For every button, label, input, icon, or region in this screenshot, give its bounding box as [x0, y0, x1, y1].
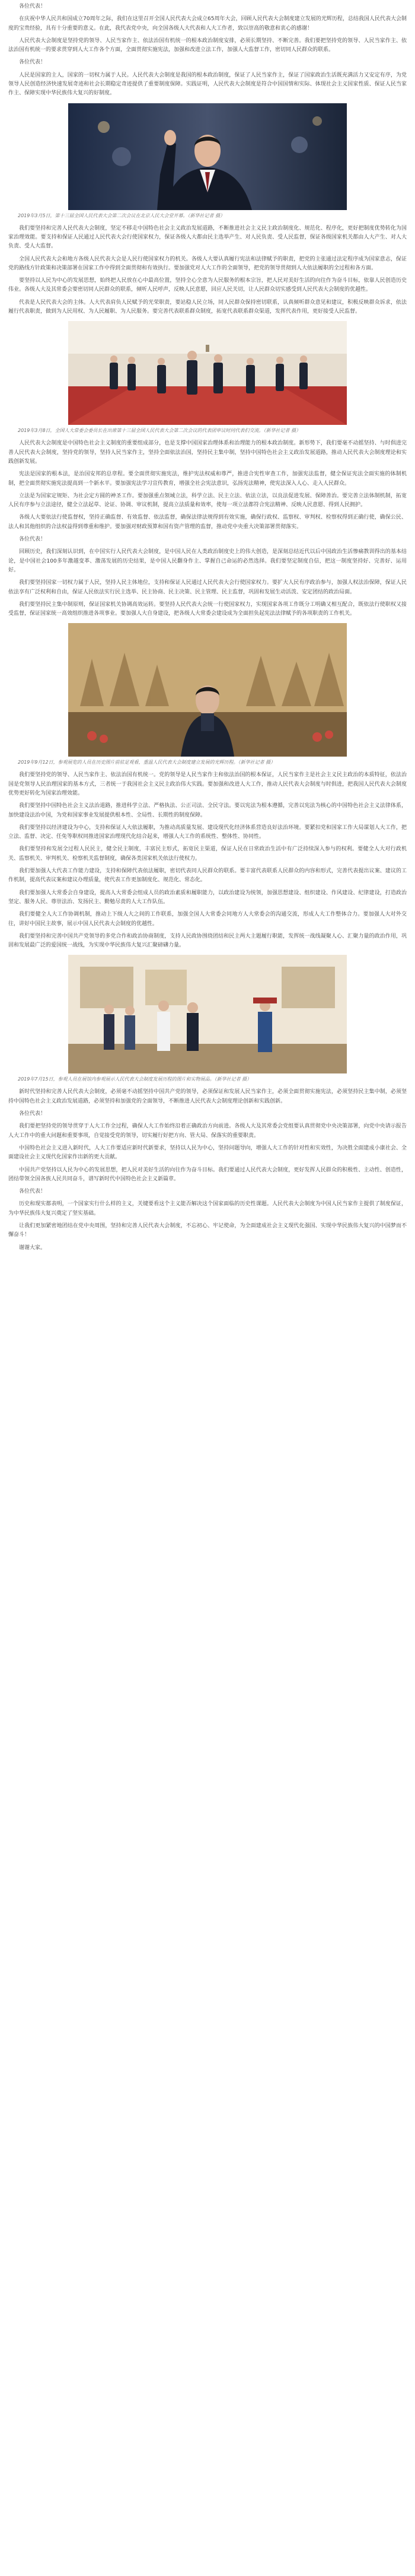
article-paragraph: 我们要加强人大常委会自身建设，提高人大常委会组成人员的政治素质和履职能力，以政治建设为统领，加强思想建设、组织建设、作风建设、纪律建设，打造政治坚定、服务人民、尊崇法治、发扬民主、勤勉尽责的人大工作队伍。 [8, 890, 407, 905]
photo-exhibition-relief [68, 623, 347, 757]
article-paragraph: 我们要坚持和完善中国共产党领导的多党合作和政治协商制度，支持人民政协围绕团结和民主两大主题履行职能，发挥统一战线凝聚人心、汇聚力量的政治作用，巩固和发展最广泛的爱国统一战线，为实现中华民族伟大复兴汇聚磅礴力量。 [8, 933, 407, 949]
article-paragraph: 我们要坚持民主集中制原则，保证国家机关协调高效运转。要坚持人民代表大会统一行使国家权力，实现国家各项工作既分工明确又相互配合，既依法行使职权又接受监督，保证国家统一高效组织推进各项事业。要加强人大自身建设，把各级人大常委会建设成为全面担负起宪法法律赋予的各项职责的工作机关。 [8, 601, 407, 617]
article-paragraph: 我们要坚持和完善人民代表大会制度，坚定不移走中国特色社会主义政治发展道路，不断推进社会主义民主政治制度化、规范化、程序化，更好把制度优势转化为国家治理效能。要支持和保证人民通过人民代表大会行使国家权力，保证各级人大都由民主选举产生、对人民负责、受人民监督，保证各级国家机关都由人大产生、对人大负责、受人大监督。 [8, 225, 407, 250]
photo-caption: 2019年3月5日，第十三届全国人民代表大会第二次会议在北京人民大会堂开幕。（新华社记者 摄） [18, 212, 225, 218]
article-paragraph: 我们要坚持中国特色社会主义法治道路，推进科学立法、严格执法、公正司法、全民守法。要以宪法为根本遵循，完善以宪法为核心的中国特色社会主义法律体系，加快建设法治中国，为党和国家事业发展提供根本性、全局性、长期性的制度保障。 [8, 803, 407, 818]
salutation-line: 各位代表！ [19, 1189, 46, 1195]
salutation-line: 谢谢大家。 [19, 1244, 46, 1251]
article-paragraph: 我们要坚持国家一切权力属于人民，坚持人民主体地位，支持和保证人民通过人民代表大会行使国家权力。要扩大人民有序政治参与，加强人权法治保障，保证人民依法享有广泛权利和自由，保证人民依法实行民主选举、民主协商、民主决策、民主管理、民主监督，巩固和发展生动活泼、安定团结的政治局面。 [8, 580, 407, 595]
salutation-line: 各位代表！ [19, 4, 46, 9]
article-flow [8, 2, 407, 1253]
article-photo [68, 321, 347, 425]
article-paragraph: 我们要坚持和发展全过程人民民主，健全民主制度，丰富民主形式，拓宽民主渠道，保证人民在日常政治生活中有广泛持续深入参与的权利。要健全人大对行政机关、监察机关、审判机关、检察机关监督制度，确保各类国家机关依法行使权力。 [8, 846, 407, 862]
article-paragraph: 我们要坚持党的领导、人民当家作主、依法治国有机统一。党的领导是人民当家作主和依法治国的根本保证，人民当家作主是社会主义民主政治的本质特征，依法治国是党领导人民治理国家的基本方式，三者统一于我国社会主义民主政治伟大实践。要加强和改进人大工作，推动人民代表大会制度与时俱进，把我国人民代表大会制度优势更好转化为国家治理效能。 [8, 772, 407, 796]
article-paragraph: 让我们更加紧密地团结在党中央周围，坚持和完善人民代表大会制度，不忘初心、牢记使命，为全面建成社会主义现代化强国、实现中华民族伟大复兴的中国梦而不懈奋斗！ [8, 1223, 407, 1238]
article-photo [68, 955, 347, 1073]
photo-museum-visit [68, 955, 347, 1073]
article-paragraph: 我们要坚持以经济建设为中心，支持和保证人大依法履职，为推动高质量发展、建设现代化经济体系营造良好法治环境。要紧扣党和国家工作大局谋划人大工作，把立法、监督、决定、任免等职权同推进国家治理现代化结合起来，增强人大工作的系统性、整体性、协同性。 [8, 824, 407, 840]
article-paragraph: 人民是国家的主人，国家的一切权力属于人民。人民代表大会制度是我国的根本政治制度，保证了人民当家作主，保证了国家政治生活既充满活力又安定有序，为党领导人民创造经济快速发展奇迹和社会长期稳定奇迹提供了重要制度保障。实践证明，人民代表大会制度是符合中国国情和实际、体现社会主义国家性质、保证人民当家作主、保障实现中华民族伟大复兴的好制度。 [8, 72, 407, 97]
article-photo [68, 103, 347, 210]
article-paragraph: 人民代表大会制度是中国特色社会主义制度的重要组成部分，也是支撑中国国家治理体系和治理能力的根本政治制度。新形势下，我们要毫不动摇坚持、与时俱进完善人民代表大会制度，坚持党的领导，坚持人民当家作主，坚持全面依法治国，坚持民主集中制，坚持中国特色社会主义政治发展道路，推动人民代表大会制度理论和实践创新发展。 [8, 440, 407, 465]
article-paragraph: 中国特色社会主义进入新时代，人大工作要适应新时代新要求，坚持以人民为中心，坚持问题导向，增强人大工作的针对性和实效性，为决胜全面建成小康社会、全面建设社会主义现代化国家作出新的更大贡献。 [8, 1145, 407, 1161]
salutation-line: 各位代表！ [19, 536, 46, 543]
article-photo [68, 623, 347, 757]
photo-leader-waving [68, 103, 347, 210]
photo-delegates-hall [68, 321, 347, 425]
article-paragraph: 我们要把坚持党的领导贯穿于人大工作全过程，确保人大工作始终沿着正确政治方向前进。各级人大及其常委会党组要认真贯彻党中央决策部署，向党中央请示报告人大工作中的重大问题和重要事项，自觉接受党的领导，切实履行好把方向、管大局、保落实的重要职责。 [8, 1123, 407, 1139]
article-paragraph: 我们要健全人大工作协调机制，推动上下级人大之间的工作联系，加强全国人大常委会同地方人大常委会的沟通交流，形成人大工作整体合力。要加强人大对外交往，讲好中国民主故事，展示中国人民代表大会制度的优越性。 [8, 911, 407, 927]
article-paragraph: 各级人大要依法行使监督权，坚持正确监督、有效监督、依法监督，确保法律法规得到有效实施，确保行政权、监察权、审判权、检察权得到正确行使，确保公民、法人和其他组织的合法权益得到尊重和维护。要加强对财政预算和国有资产管理的监督，推动党中央重大决策部署贯彻落实。 [8, 514, 407, 530]
article-paragraph: 新时代坚持和完善人民代表大会制度，必须毫不动摇坚持中国共产党的领导，必须保证和发展人民当家作主，必须全面贯彻实施宪法，必须坚持民主集中制，必须坚持中国特色社会主义政治发展道路，必须坚持和加强党的全面领导，不断推进人民代表大会制度理论创新和实践创新。 [8, 1089, 407, 1104]
article-paragraph: 我们要加强人大代表工作能力建设，支持和保障代表依法履职，密切代表同人民群众的联系。要丰富代表联系人民群众的内容和形式，完善代表提出议案、建议的工作机制，提高代表议案和建议办理质量，使代表工作更加制度化、规范化、常态化。 [8, 868, 407, 884]
salutation-line: 各位代表！ [19, 1111, 46, 1117]
article-paragraph: 要坚持以人民为中心的发展思想，始终把人民放在心中最高位置，坚持全心全意为人民服务的根本宗旨，把人民对美好生活的向往作为奋斗目标，依靠人民创造历史伟业。各级人大及其常委会要密切同人民群众的联系，倾听人民呼声，反映人民意愿，回应人民关切，让人民群众切实感受到人民代表大会制度的优越性。 [8, 278, 407, 293]
photo-caption: 2019年7月15日，参观人员在展馆内参观展示人民代表大会制度发展历程的图片和实物展品。（新华社记者 摄） [18, 1076, 252, 1082]
photo-caption: 2019年9月12日，参观展览的人员在历史图片前驻足观看，重温人民代表大会制度建立发展的光辉历程。（新华社记者 摄） [18, 760, 276, 766]
salutation-line: 各位代表！ [19, 59, 46, 66]
article-paragraph: 回顾历史，我们深刻认识到，在中国实行人民代表大会制度，是中国人民在人类政治制度史上的伟大创造，是深刻总结近代以后中国政治生活惨痛教训得出的基本结论，是中国社会100多年激越变革、激荡发展的历史结果，是中国人民翻身作主、掌握自己命运的必然选择。我们要坚定制度自信，把这一制度坚持好、完善好、运用好。 [8, 549, 407, 573]
article-paragraph: 宪法是国家的根本法，是治国安邦的总章程。要全面贯彻实施宪法，维护宪法权威和尊严，推进合宪性审查工作，加强宪法监督，健全保证宪法全面实施的体制机制，把全面贯彻实施宪法提高到一个新水平。要加强宪法学习宣传教育，增强全社会宪法意识，弘扬宪法精神，使宪法深入人心、走入人民群众。 [8, 471, 407, 487]
article-paragraph: 全国人民代表大会和地方各级人民代表大会是人民行使国家权力的机关。各级人大要认真履行宪法和法律赋予的职责，把党的主张通过法定程序成为国家意志，保证党的路线方针政策和决策部署在国家工作中得到全面贯彻和有效执行。要加强党对人大工作的全面领导，把党的领导贯彻到人大依法履职的全过程和各方面。 [8, 256, 407, 271]
article-paragraph: 中国共产党坚持以人民为中心的发展思想，把人民对美好生活的向往作为奋斗目标。我们要通过人民代表大会制度，更好发挥人民群众的积极性、主动性、创造性，团结带领全国各族人民共同奋斗，谱写新时代中国特色社会主义新篇章。 [8, 1167, 407, 1182]
article-paragraph: 在庆祝中华人民共和国成立70周年之际，我们在这里召开全国人民代表大会成立65周年大会，回顾人民代表大会制度建立发展的光辉历程，总结我国人民代表大会制度的宝贵经验，具有十分重要的意义。在此，我代表党中央，向全国各级人大代表和人大工作者，致以崇高的敬意和衷心的感谢！ [8, 16, 407, 31]
photo-caption: 2019年3月8日，全国人大常委会委员长在出席第十三届全国人民代表大会第二次会议的代表团审议时同代表们交流。（新华社记者 摄） [18, 428, 301, 434]
article-paragraph: 人民代表大会制度是坚持党的领导、人民当家作主、依法治国有机统一的根本政治制度安排，必须长期坚持、不断完善。我们要把坚持党的领导、人民当家作主、依法治国有机统一的要求贯穿到人大工作各个方面，全面贯彻实施宪法，加强和改进立法工作，加强人大监督工作，密切同人民群众的联系。 [8, 37, 407, 53]
article-paragraph: 代表是人民代表大会的主体。人大代表肩负人民赋予的光荣职责，要站稳人民立场，同人民群众保持密切联系，认真倾听群众意见和建议，积极反映群众诉求，依法履行代表职责，做到为人民用权、为人民履职、为人民服务。要完善代表联系群众制度，拓宽代表联系群众渠道，发挥代表作用，更好接受人民监督。 [8, 299, 407, 315]
article-paragraph: 历史和现实都表明，一个国家实行什么样的主义，关键要看这个主义能否解决这个国家面临的历史性课题。人民代表大会制度为中国人民当家作主提供了制度保证，为中华民族伟大复兴奠定了坚实基础。 [8, 1201, 407, 1216]
article-paragraph: 立法是为国家定规矩、为社会定方圆的神圣工作。要加强重点领域立法，科学立法、民主立法、依法立法，以良法促进发展、保障善治。要完善立法体制机制，拓宽人民有序参与立法途径，健全立法起草、论证、协调、审议机制，提高立法质量和效率，使每一项立法都符合宪法精神、反映人民意愿、得到人民拥护。 [8, 493, 407, 509]
